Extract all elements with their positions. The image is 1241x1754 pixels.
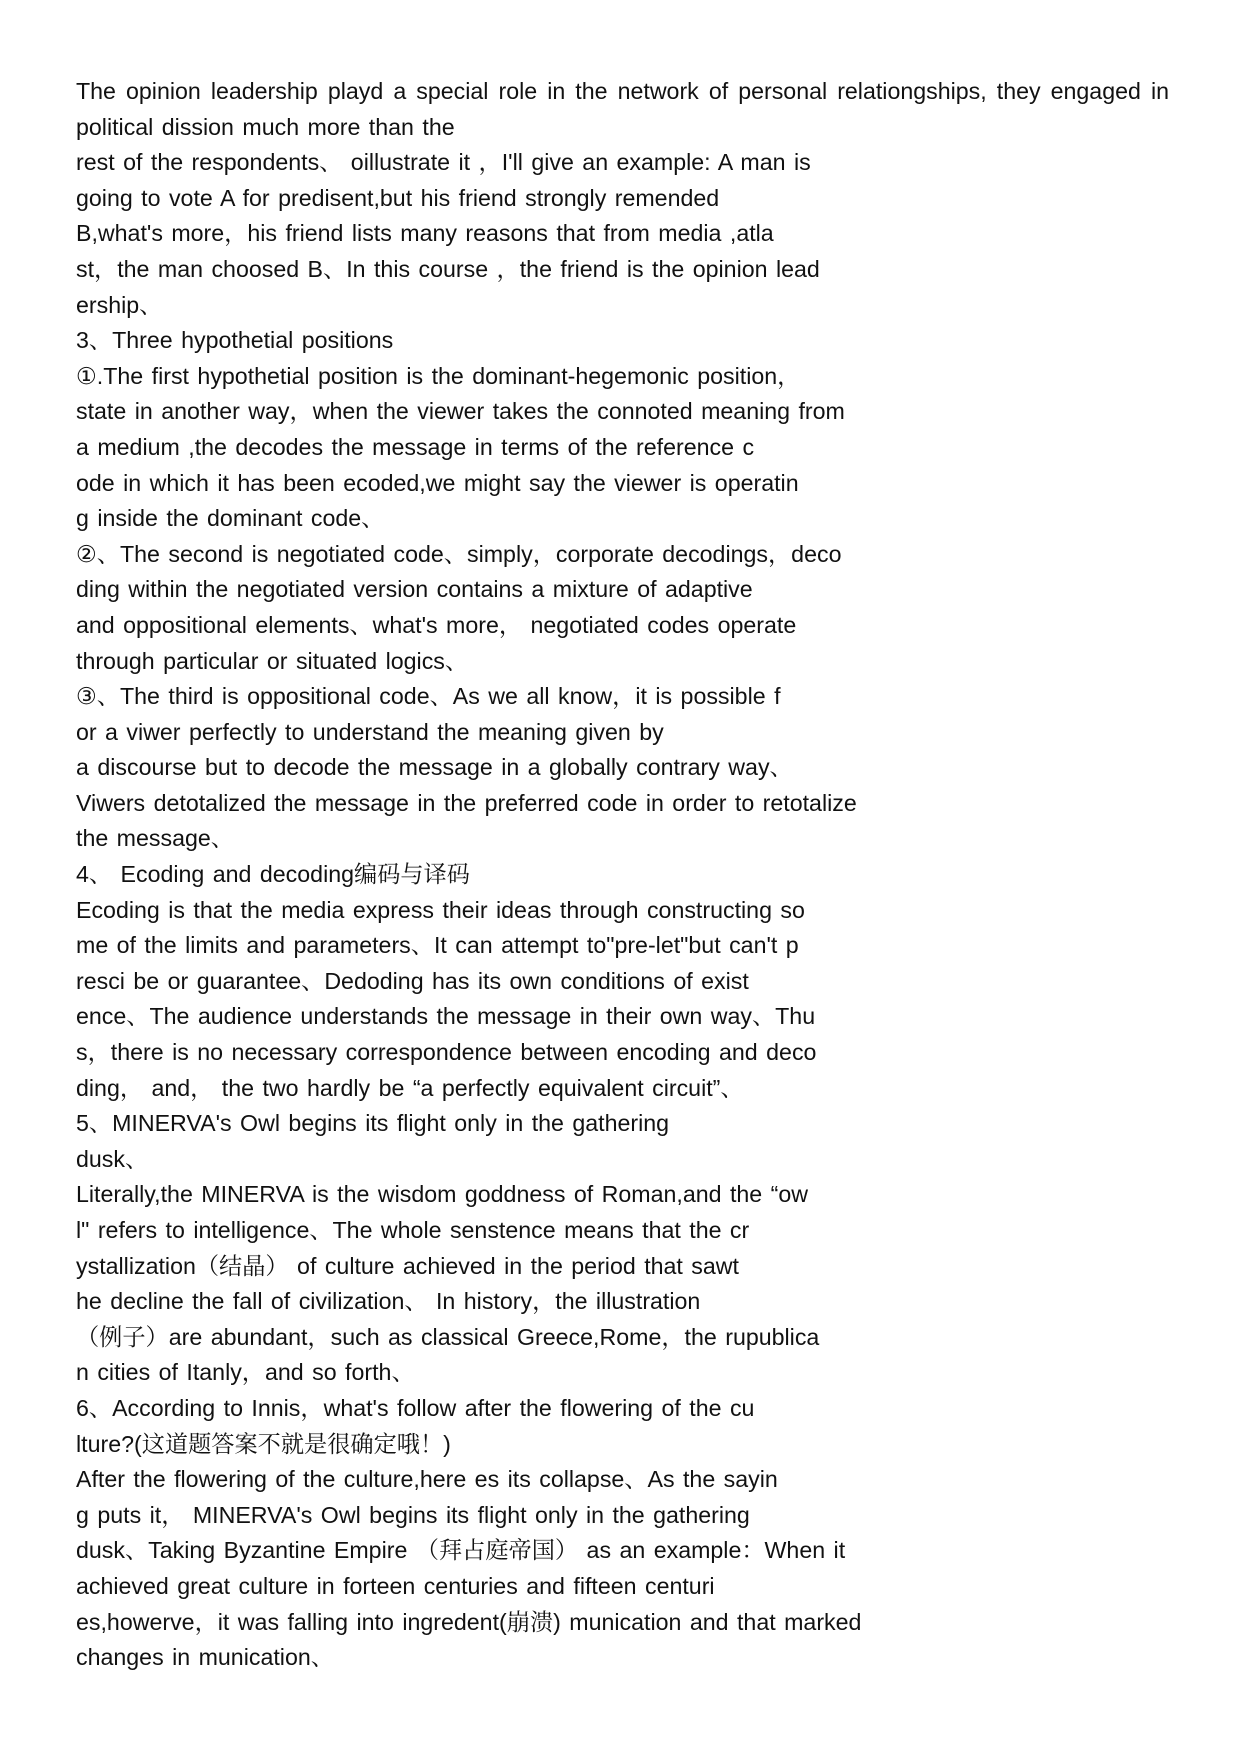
- text-line: After the flowering of the culture,here es its collapse、As the sayin: [76, 1466, 778, 1493]
- text-line: ence、The audience understands the message in their own way、Thu: [76, 1003, 816, 1030]
- text-line: B,what's more，his friend lists many reasons that from media ,atla: [76, 220, 774, 247]
- text-line: ③、The third is oppositional code、As we all know，it is possible f: [76, 683, 781, 710]
- text-line: l" refers to intelligence、The whole senstence means that the cr: [76, 1217, 750, 1243]
- text-line: （例子）are abundant，such as classical Greece,Rome，the rupublica: [76, 1323, 820, 1350]
- text-line: s，there is no necessary correspondence between encoding and deco: [76, 1039, 817, 1066]
- text-line: ystallization（结晶） of culture achieved in the period that sawt: [76, 1252, 739, 1279]
- section-heading: 6、According to Innis，what's follow after the flowering of the cu: [76, 1394, 755, 1421]
- text-line: g puts it， MINERVA's Owl begins its flight only in the gathering: [76, 1501, 750, 1528]
- text-line: resci be or guarantee、Dedoding has its own conditions of exist: [76, 967, 749, 994]
- text-line: state in another way，when the viewer takes the connoted meaning from: [76, 398, 845, 425]
- text-line: a discourse but to decode the message in a globally contrary way、: [76, 754, 793, 781]
- text-line: Viwers detotalized the message in the preferred code in order to retotalize: [76, 789, 857, 816]
- text-line: a medium ,the decodes the message in terms of the reference c: [76, 433, 755, 460]
- text-line: me of the limits and parameters、It can attempt to"pre-let"but can't p: [76, 932, 799, 959]
- text-line: he decline the fall of civilization、 In history，the illustration: [76, 1288, 701, 1315]
- text-line: ②、The second is negotiated code、simply，corporate decodings，deco: [76, 540, 842, 567]
- text-line: es,howerve，it was falling into ingredent(崩溃) munication and that marked: [76, 1608, 862, 1635]
- text-line: and oppositional elements、what's more， negotiated codes operate: [76, 611, 797, 638]
- text-line: n cities of Itanly，and so forth、: [76, 1359, 415, 1386]
- section-heading: 4、 Ecoding and decoding编码与译码: [76, 861, 470, 888]
- section-heading: 3、Three hypothetial positions: [76, 327, 394, 354]
- text-line: the message、: [76, 825, 234, 852]
- text-line: ding within the negotiated version contains a mixture of adaptive: [76, 576, 753, 603]
- text-line: ding， and， the two hardly be “a perfectly equivalent circuit”、: [76, 1074, 744, 1101]
- text-line: st，the man choosed B、In this course ，the friend is the opinion lead: [76, 255, 820, 282]
- text-line: Literally,the MINERVA is the wisdom goddness of Roman,and the “ow: [76, 1181, 809, 1208]
- text-line: achieved great culture in forteen centuries and fifteen centuri: [76, 1572, 715, 1599]
- text-line: dusk、: [76, 1145, 149, 1172]
- text-line: or a viwer perfectly to understand the meaning given by: [76, 718, 664, 745]
- text-line: through particular or situated logics、: [76, 647, 469, 674]
- text-line: dusk、Taking Byzantine Empire （拜占庭帝国） as an example：When it: [76, 1537, 846, 1564]
- text-line: Ecoding is that the media express their ideas through constructing so: [76, 896, 805, 923]
- section-heading: 5、MINERVA's Owl begins its flight only in the gathering: [76, 1110, 670, 1137]
- text-line: ode in which it has been ecoded,we might say the viewer is operatin: [76, 469, 799, 496]
- text-line: ①.The first hypothetial position is the dominant-hegemonic position，: [76, 362, 801, 389]
- text-line: going to vote A for predisent,but his friend strongly remended: [76, 184, 720, 211]
- text-line: rest of the respondents、 oillustrate it ，I'll give an example: A man is: [76, 149, 811, 176]
- text-line: lture?(这道题答案不就是很确定哦！): [76, 1430, 451, 1457]
- text-line: changes in munication、: [76, 1644, 334, 1671]
- document-body: [76, 74, 1169, 1676]
- text-line: ership、: [76, 291, 163, 318]
- text-line: g inside the dominant code、: [76, 505, 385, 532]
- text-line: The opinion leadership playd a special role in the network of personal relationgships, they engaged in political dission much more than the: [76, 78, 1169, 140]
